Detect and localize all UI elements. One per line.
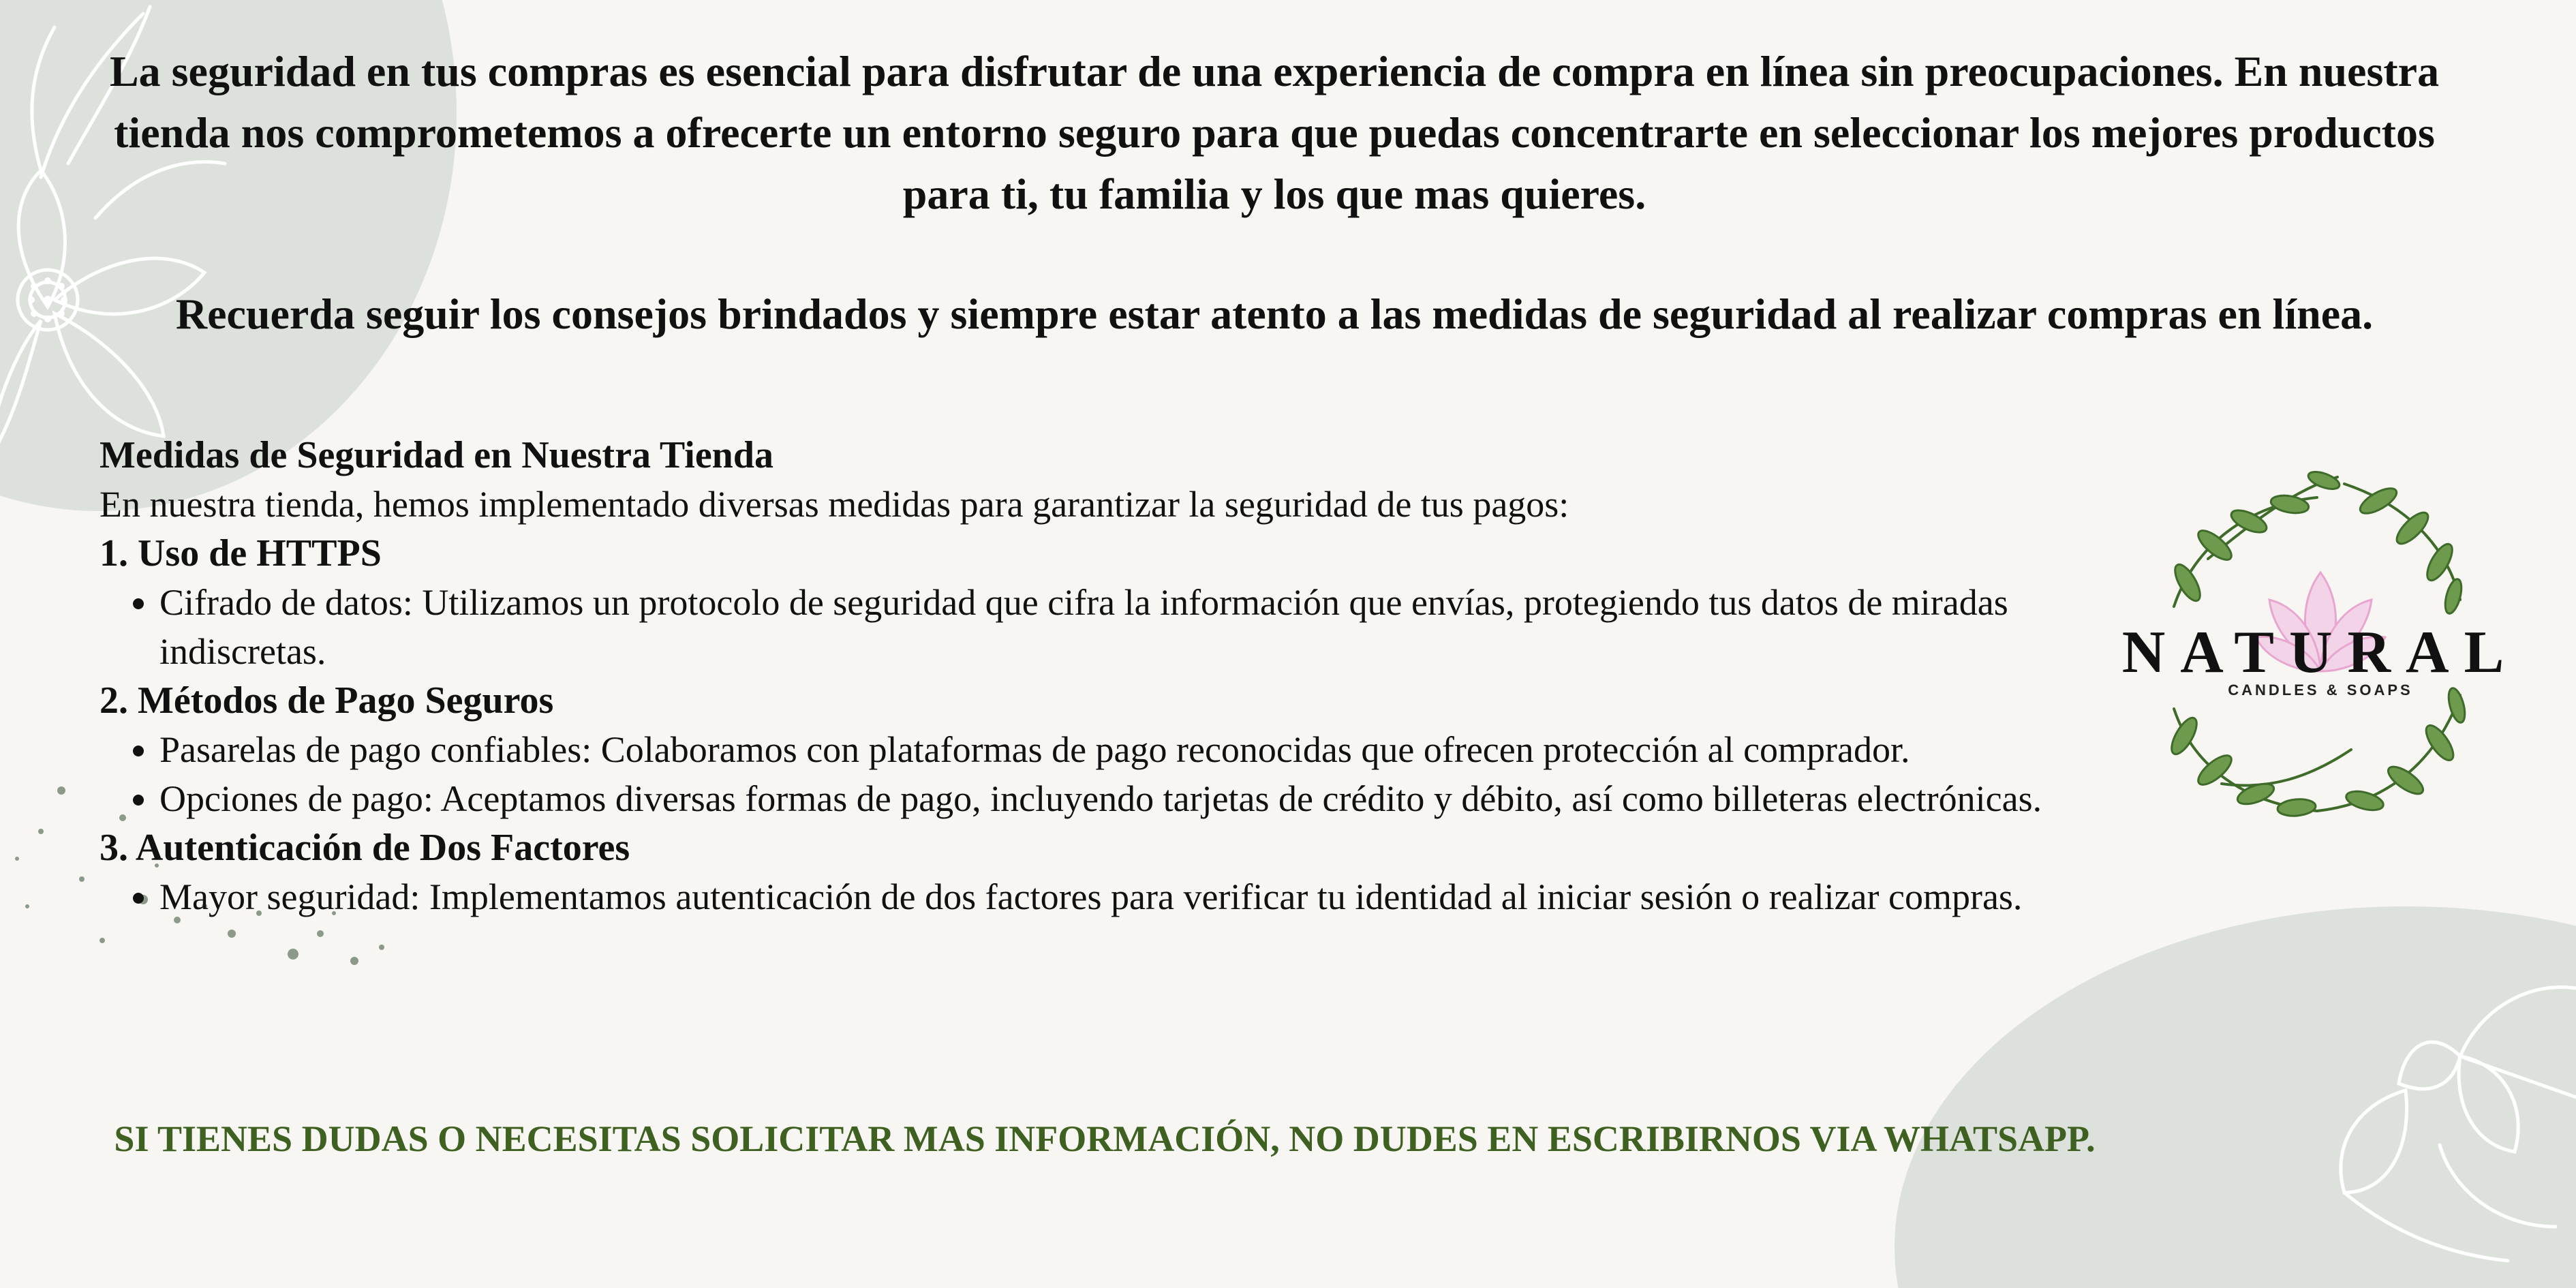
security-measures xyxy=(99,431,2110,921)
measure-list-https xyxy=(99,578,2110,676)
measure-list-2fa xyxy=(99,872,2110,921)
logo-tagline: CANDLES & SOAPS xyxy=(2228,681,2413,699)
measure-title-2fa: 3. Autenticación de Dos Factores xyxy=(99,827,630,869)
intro-text xyxy=(89,41,2460,345)
intro-paragraph: La seguridad en tus compras es esencial para disfrutar de una experiencia de compra en línea sin preocupaciones. En nuestra tienda nos comprometemos a ofrecerte un entorno seguro para que puedas concentrarte en seleccionar los mejores productos para ti, tu familia y los que mas quieres. xyxy=(109,47,2440,218)
measure-list-payment xyxy=(99,725,2110,823)
list-item: • Pasarelas de pago confiables: Colaboramos con plataformas de pago reconocidas que ofrecen protección al comprador. xyxy=(159,725,2110,774)
list-item: • Opciones de pago: Aceptamos diversas formas de pago, incluyendo tarjetas de crédito y débito, así como billeteras electrónicas. xyxy=(159,774,2110,823)
list-item: • Cifrado de datos: Utilizamos un protocolo de seguridad que cifra la información que envías, protegiendo tus datos de miradas indiscretas. xyxy=(159,578,2110,676)
section-intro: En nuestra tienda, hemos implementado diversas medidas para garantizar la seguridad de tus pagos: xyxy=(99,484,1569,525)
brand-logo xyxy=(2119,463,2521,845)
section-heading: Medidas de Seguridad en Nuestra Tienda xyxy=(99,434,773,476)
whatsapp-cta: SI TIENES DUDAS O NECESITAS SOLICITAR MAS INFORMACIÓN, NO DUDES EN ESCRIBIRNOS VIA WHATSAPP. xyxy=(114,1118,2096,1159)
logo-wordmark: NATURAL xyxy=(2121,619,2519,686)
measure-title-https: 1. Uso de HTTPS xyxy=(99,532,382,574)
measure-title-payment: 2. Métodos de Pago Seguros xyxy=(99,679,554,722)
reminder-paragraph: Recuerda seguir los consejos brindados y siempre estar atento a las medidas de seguridad al realizar compras en línea. xyxy=(175,290,2374,338)
flower-outline-icon xyxy=(2303,968,2576,1288)
list-item: • Mayor seguridad: Implementamos autenticación de dos factores para verificar tu identidad al iniciar sesión o realizar compras. xyxy=(159,872,2110,921)
